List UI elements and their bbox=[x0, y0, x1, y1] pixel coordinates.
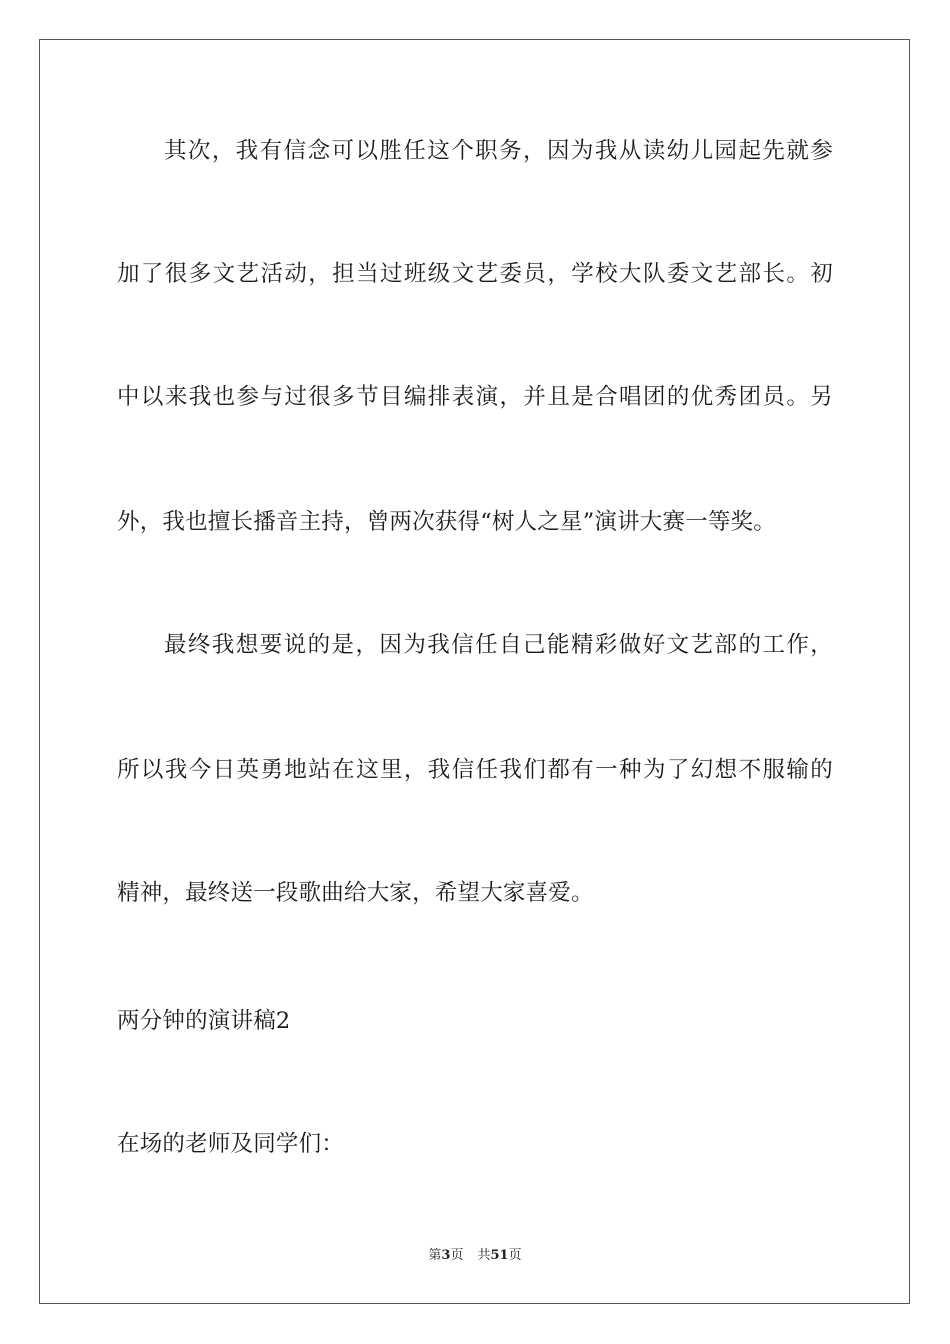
paragraph-line: 精神，最终送一段歌曲给大家，希望大家喜爱。 bbox=[117, 880, 594, 906]
page-label-prefix: 第 bbox=[428, 1248, 442, 1263]
paragraph-line: 中以来我也参与过很多节目编排表演，并且是合唱团的优秀团员。另 bbox=[117, 384, 833, 410]
salutation-line: 在场的老师及同学们： bbox=[117, 1131, 345, 1157]
total-pages: 51 bbox=[490, 1248, 509, 1263]
page-footer bbox=[0, 1247, 950, 1265]
page-number: 3 bbox=[441, 1248, 451, 1263]
total-label-suffix: 页 bbox=[508, 1248, 522, 1263]
paragraph-line: 所以我今日英勇地站在这里，我信任我们都有一种为了幻想不服输的 bbox=[117, 757, 833, 783]
total-label-prefix: 共 bbox=[477, 1248, 491, 1263]
page-border bbox=[39, 39, 910, 1304]
paragraph-line: 外，我也擅长播音主持，曾两次获得“树人之星”演讲大赛一等奖。 bbox=[117, 509, 777, 535]
paragraph-line: 加了很多文艺活动，担当过班级文艺委员，学校大队委文艺部长。初 bbox=[117, 261, 833, 287]
paragraph-line: 其次，我有信念可以胜任这个职务，因为我从读幼儿园起先就参 bbox=[164, 138, 833, 164]
section-heading: 两分钟的演讲稿2 bbox=[117, 1008, 291, 1034]
paragraph-line: 最终我想要说的是，因为我信任自己能精彩做好文艺部的工作， bbox=[164, 632, 833, 658]
page-label-suffix: 页 bbox=[450, 1248, 464, 1263]
